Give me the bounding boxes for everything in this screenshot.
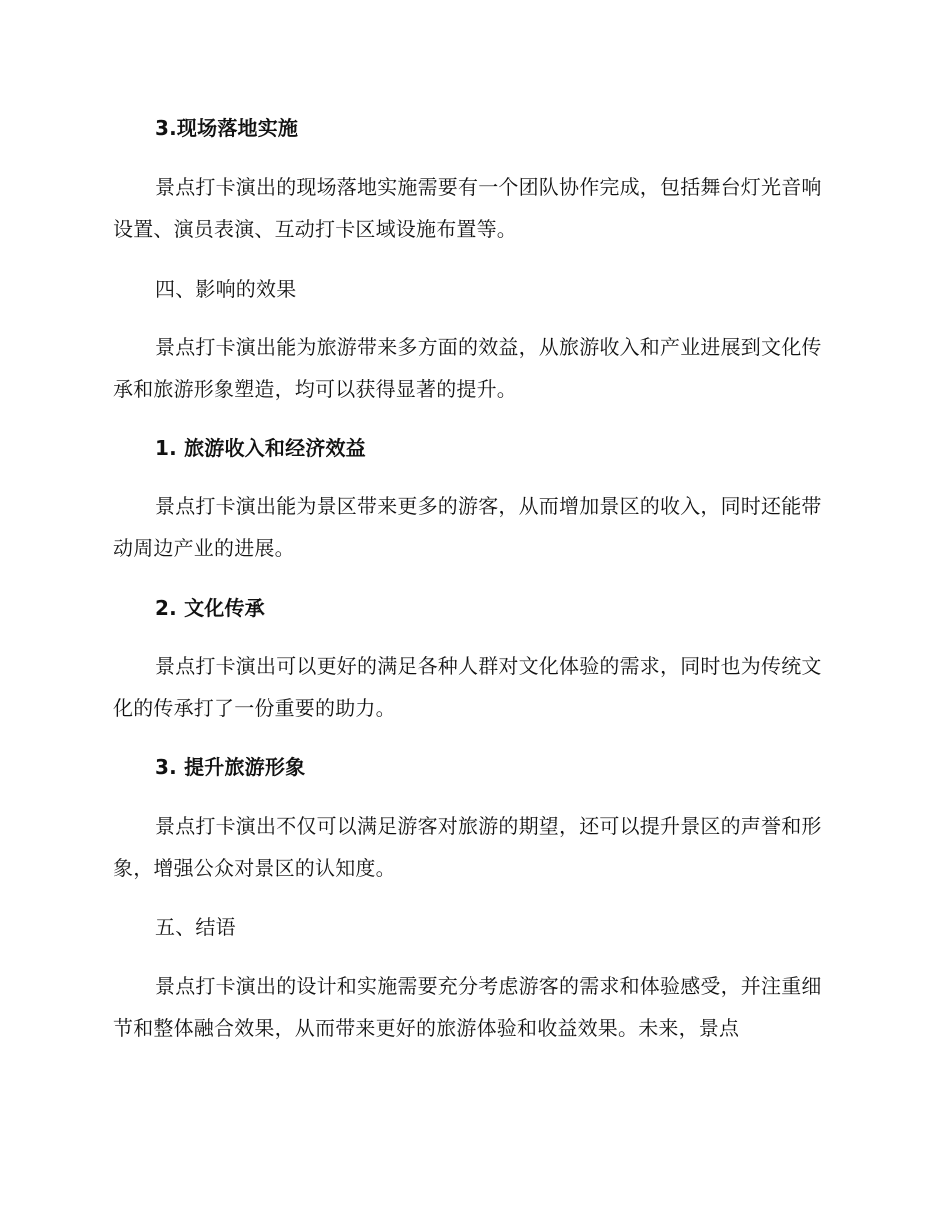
subheading-onsite-implementation: 3.现场落地实施 [155,116,299,140]
paragraph-tourism-image: 景点打卡演出不仅可以满足游客对旅游的期望，还可以提升景区的声誉和形象，增强公众对景区的认知度。 [113,814,822,880]
paragraph-tourism-income: 景点打卡演出能为景区带来更多的游客，从而增加景区的收入，同时还能带动周边产业的进展。 [113,494,822,560]
subheading-cultural-heritage: 2. 文化传承 [155,596,265,620]
section-heading-conclusion: 五、结语 [155,915,236,939]
subheading-tourism-image: 3. 提升旅游形象 [155,755,306,779]
paragraph-onsite-implementation: 景点打卡演出的现场落地实施需要有一个团队协作完成，包括舞台灯光音响设置、演员表演、互动打卡区域设施布置等。 [113,175,822,241]
section-heading-impact: 四、影响的效果 [155,277,297,301]
subheading-tourism-income: 1. 旅游收入和经济效益 [155,436,366,460]
paragraph-impact: 景点打卡演出能为旅游带来多方面的效益，从旅游收入和产业进展到文化传承和旅游形象塑造，均可以获得显著的提升。 [113,335,822,401]
paragraph-cultural-heritage: 景点打卡演出可以更好的满足各种人群对文化体验的需求，同时也为传统文化的传承打了一份重要的助力。 [113,654,822,720]
paragraph-conclusion: 景点打卡演出的设计和实施需要充分考虑游客的需求和体验感受，并注重细节和整体融合效果，从而带来更好的旅游体验和收益效果。未来，景点 [113,974,822,1040]
